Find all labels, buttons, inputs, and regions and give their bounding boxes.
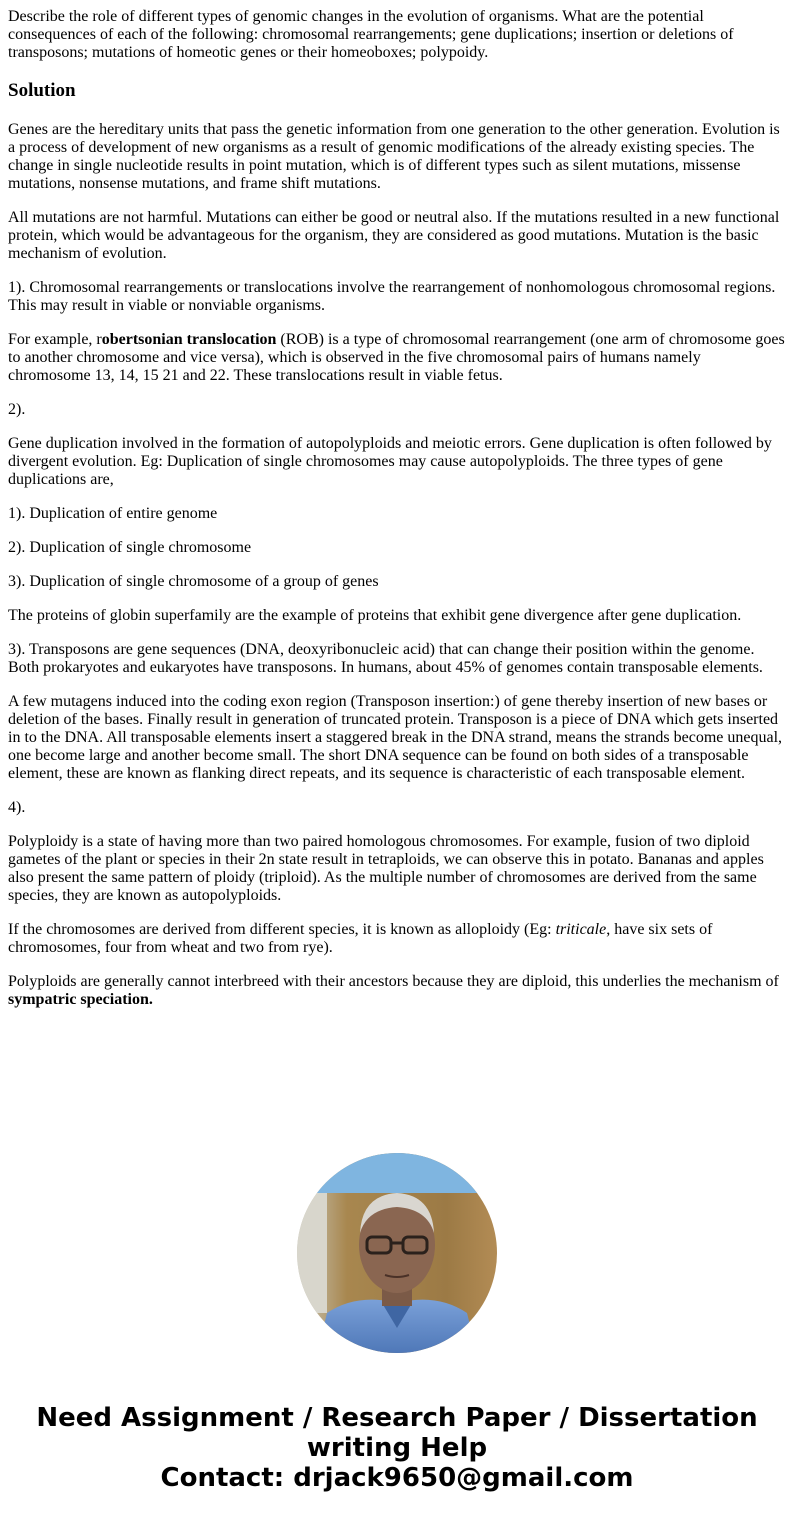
paragraph-mutations: All mutations are not harmful. Mutations can either be good or neutral also. If the mutations resulted in a new functional protein, which would be advantageous for the organism, they are considered as good mutations. Mutation is the basic mechanism of evolution. (8, 209, 780, 262)
paragraph-speciation (8, 973, 786, 1009)
author-portrait-image (297, 1153, 497, 1353)
alloploidy-text-start: If the chromosomes are derived from different species, it is known as alloploidy (Eg: (8, 921, 556, 938)
section-number-4: 4). (8, 799, 26, 816)
list-item-duplication-1: 1). Duplication of entire genome (8, 505, 218, 522)
robertsonian-term: obertsonian translocation (101, 331, 277, 348)
robertsonian-text-end: (ROB) is a type of chromosomal rearrangement (one arm of chromosome goes to another chromosome and vice versa), which is observed in the five chromosomal pairs of humans namely chromosome 13, 14, 15 21 and 22. These translocations result in viable fetus. (8, 331, 785, 384)
paragraph-globin: The proteins of globin superfamily are the example of proteins that exhibit gene divergence after gene duplication. (8, 607, 742, 624)
triticale-term: triticale (555, 921, 607, 938)
paragraph-transposons: 3). Transposons are gene sequences (DNA, deoxyribonucleic acid) that can change their position within the genome. Both prokaryotes and eukaryotes have transposons. In humans, about 45% of genomes contain transposable elements. (8, 641, 763, 676)
solution-heading: Solution (8, 80, 76, 101)
speciation-text-start: Polyploids are generally cannot interbreed with their ancestors because they are diploid, this underlies the mechanism of (8, 973, 779, 990)
section-number-2: 2). (8, 401, 26, 418)
speciation-term: sympatric speciation. (8, 991, 153, 1008)
paragraph-robertsonian (8, 331, 786, 385)
paragraph-gene-duplication: Gene duplication involved in the formation of autopolyploids and meiotic errors. Gene duplication is often followed by divergent evolution. Eg: Duplication of single chromosomes may cause autopolyploids. The three types of gene duplications are, (8, 435, 772, 488)
alloploidy-text-end: , have six sets of chromosomes, four from wheat and two from rye). (8, 921, 713, 956)
paragraph-intro: Genes are the hereditary units that pass the genetic information from one generation to the other generation. Evolution is a process of development of new organisms as a result of genomic modifications of the already existing species. The change in single nucleotide results in point mutation, which is of different types such as silent mutations, missense mutations, nonsense mutations, and frame shift mutations. (8, 121, 780, 192)
footer-contact-line: Contact: drjack9650@gmail.com (160, 1463, 634, 1493)
author-avatar (297, 1153, 497, 1353)
footer-line-2: writing Help (306, 1433, 488, 1463)
robertsonian-text-start: For example, r (8, 331, 102, 348)
footer-line-1: Need Assignment / Research Paper / Dissertation (36, 1403, 758, 1433)
paragraph-transposon-insertion: A few mutagens induced into the coding exon region (Transposon insertion:) of gene thereby insertion of new bases or deletion of the bases. Finally result in generation of truncated protein. Transposon is a piece of DNA which gets inserted in to the DNA. All transposable elements insert a staggered break in the DNA strand, means the strands become unequal, one become large and another become small. The short DNA sequence can be found on both sides of a transposable element, these are known as flanking direct repeats, and its sequence is characteristic of each transposable element. (8, 693, 783, 782)
article (8, 8, 786, 1025)
contact-footer (0, 1403, 794, 1493)
list-item-duplication-2: 2). Duplication of single chromosome (8, 539, 252, 556)
paragraph-polyploidy: Polyploidy is a state of having more than two paired homologous chromosomes. For example, fusion of two diploid gametes of the plant or species in their 2n state result in tetraploids, we can observe this in potato. Bananas and apples also present the same pattern of ploidy (triploid). As the multiple number of chromosomes are derived from the same species, they are known as autopolyploids. (8, 833, 764, 904)
paragraph-rearrangements: 1). Chromosomal rearrangements or translocations involve the rearrangement of nonhomologous chromosomal regions. This may result in viable or nonviable organisms. (8, 279, 776, 314)
paragraph-alloploidy (8, 921, 786, 957)
list-item-duplication-3: 3). Duplication of single chromosome of a group of genes (8, 573, 379, 590)
question-text: Describe the role of different types of genomic changes in the evolution of organisms. What are the potential consequences of each of the following: chromosomal rearrangements; gene duplications; insertion or deletions of transposons; mutations of homeotic genes or their homeoboxes; polypoidy. (8, 8, 734, 61)
